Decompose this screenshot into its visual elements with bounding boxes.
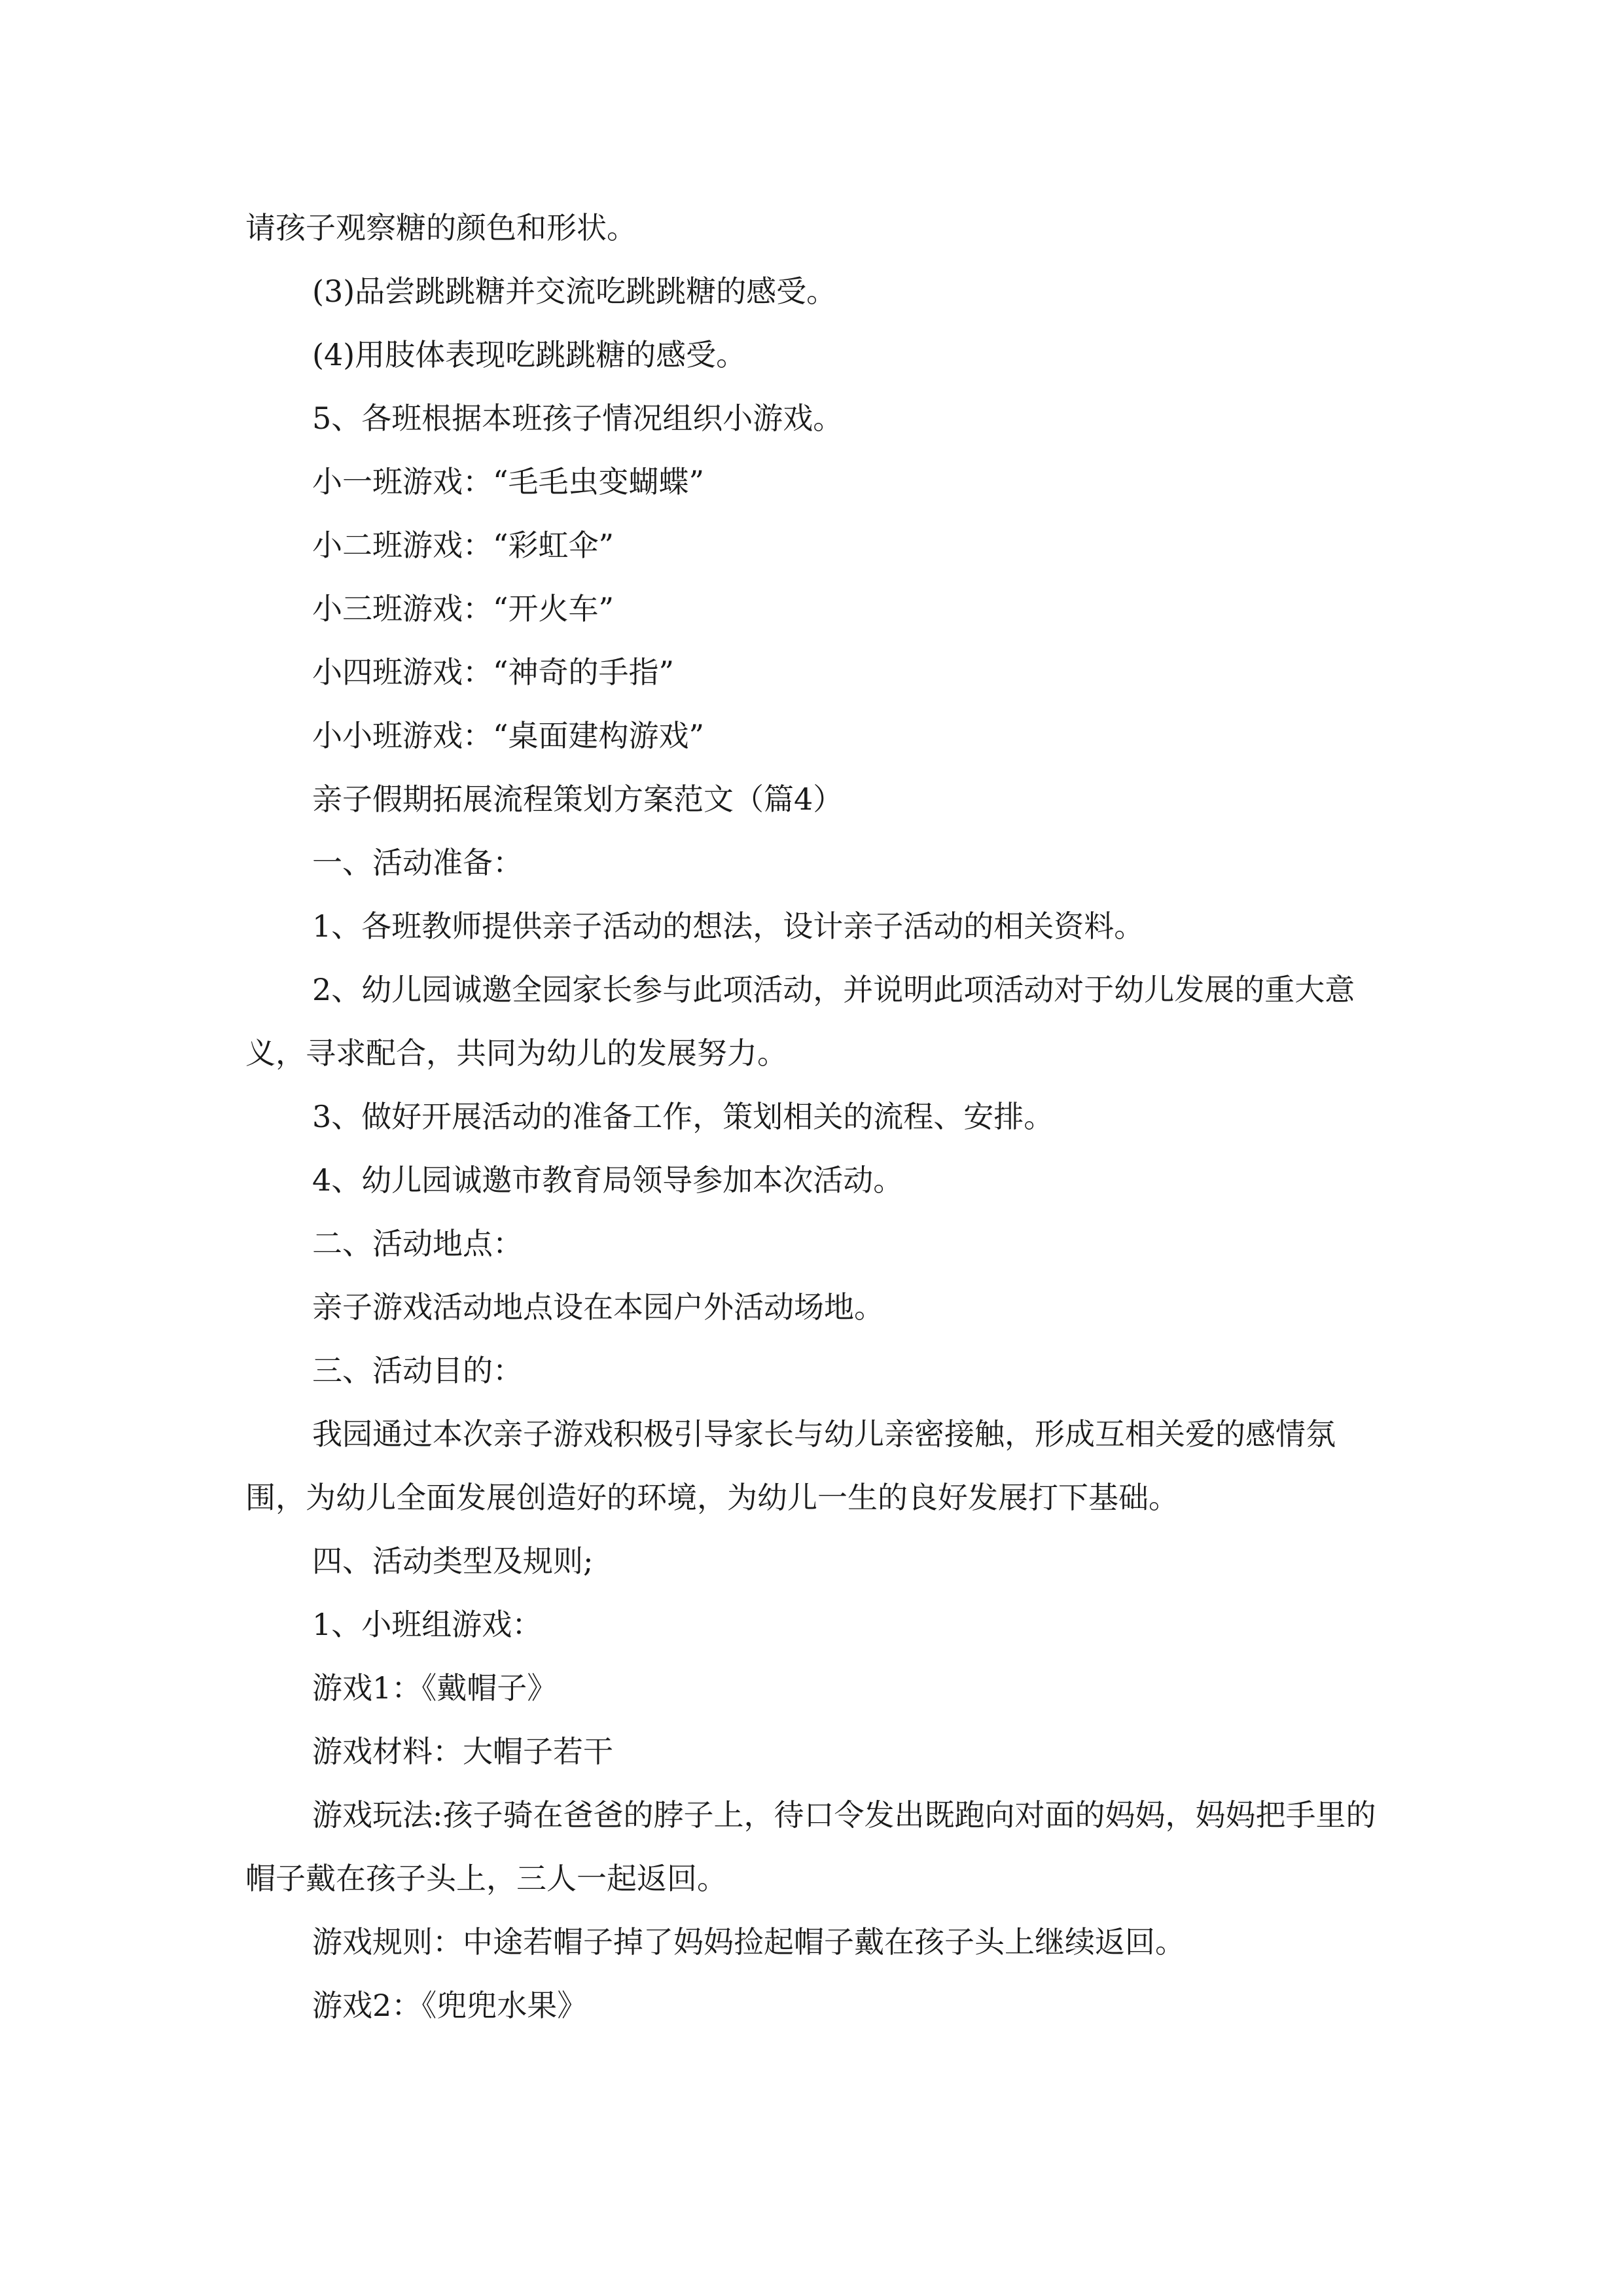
paragraph-4: 小一班游戏：“毛毛虫变蝴蝶” (312, 464, 705, 499)
heading-activity-types: 四、活动类型及规则; (312, 1543, 594, 1579)
paragraph-8: 小小班游戏：“桌面建构游戏” (312, 718, 705, 753)
paragraph-13: 3、做好开展活动的准备工作，策划相关的流程、安排。 (312, 1099, 1054, 1134)
paragraph-7: 小四班游戏：“神奇的手指” (312, 655, 675, 690)
heading-activity-preparation: 一、活动准备： (312, 845, 523, 880)
paragraph-1: (3)品尝跳跳糖并交流吃跳跳糖的感受。 (312, 274, 837, 309)
paragraph-24: 游戏规则：中途若帽子掉了妈妈捡起帽子戴在孩子头上继续返回。 (312, 1924, 1185, 1960)
paragraph-21: 游戏1：《戴帽子》 (312, 1670, 558, 1706)
heading-activity-purpose: 三、活动目的： (312, 1353, 523, 1388)
paragraph-12: 2、幼儿园诚邀全园家长参与此项活动，并说明此项活动对于幼儿发展的重大意义，寻求配合，共同为幼儿的发展努力。 (245, 972, 1355, 1071)
paragraph-14: 4、幼儿园诚邀市教育局领导参加本次活动。 (312, 1162, 904, 1198)
paragraph-5: 小二班游戏：“彩虹伞” (312, 528, 615, 563)
section-title: 亲子假期拓展流程策划方案范文（篇4） (312, 781, 844, 817)
paragraph-11: 1、各班教师提供亲子活动的想法，设计亲子活动的相关资料。 (312, 908, 1145, 944)
paragraph-20: 1、小班组游戏： (312, 1607, 543, 1642)
paragraph-23: 游戏玩法:孩子骑在爸爸的脖子上，待口令发出既跑向对面的妈妈，妈妈把手里的帽子戴在孩子头上，三人一起返回。 (245, 1797, 1376, 1896)
paragraph-2: (4)用肢体表现吃跳跳糖的感受。 (312, 337, 747, 372)
paragraph-16: 亲子游戏活动地点设在本园户外活动场地。 (312, 1289, 884, 1325)
heading-activity-location: 二、活动地点： (312, 1226, 523, 1261)
paragraph-22: 游戏材料：大帽子若干 (312, 1734, 613, 1769)
paragraph-3: 5、各班根据本班孩子情况组织小游戏。 (312, 401, 844, 436)
paragraph-0: 请孩子观察糖的颜色和形状。 (245, 210, 637, 245)
document-body (245, 196, 1384, 2037)
paragraph-25: 游戏2：《兜兜水果》 (312, 1988, 588, 2023)
paragraph-6: 小三班游戏：“开火车” (312, 591, 615, 626)
paragraph-18: 我园通过本次亲子游戏积极引导家长与幼儿亲密接触，形成互相关爱的感情氛围，为幼儿全面发展创造好的环境，为幼儿一生的良好发展打下基础。 (245, 1416, 1336, 1515)
